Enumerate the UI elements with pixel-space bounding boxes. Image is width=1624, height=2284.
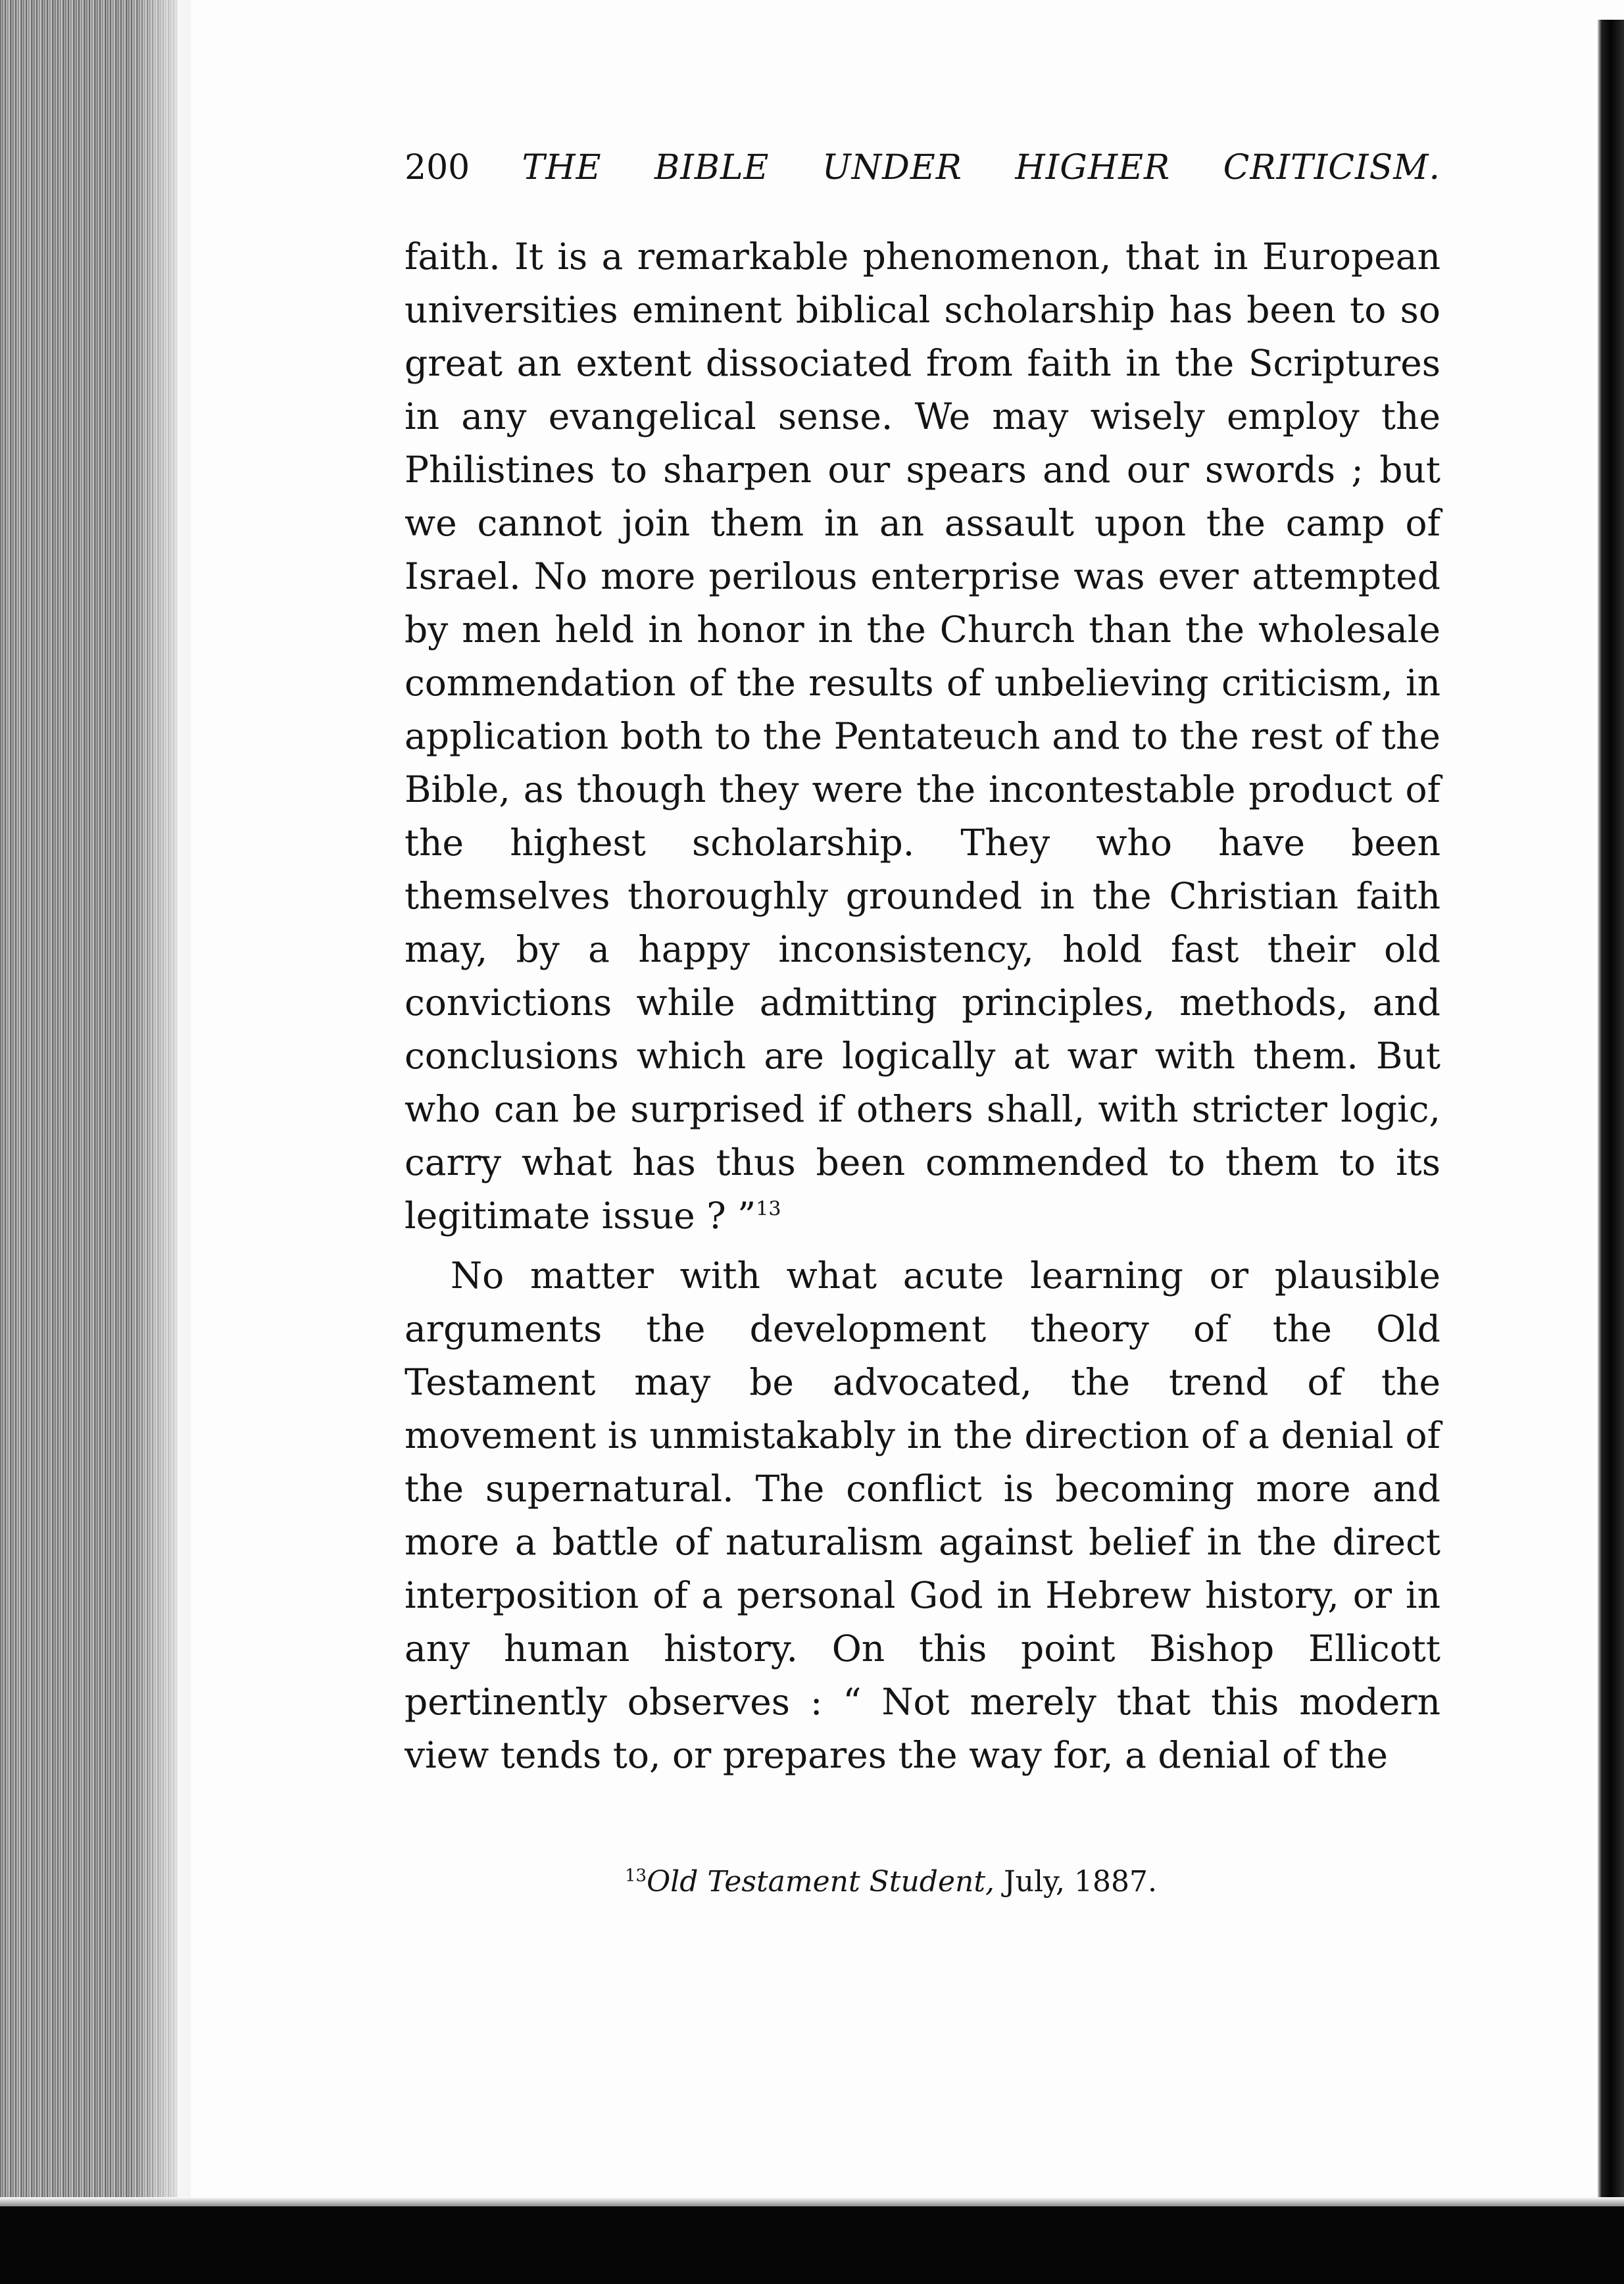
footnote-marker: 13: [625, 1866, 647, 1886]
page-number: 200: [405, 148, 470, 187]
footnote-source: Old Testament Student,: [647, 1865, 995, 1899]
bottom-page-edge: [0, 2197, 1624, 2206]
running-title: THE BIBLE UNDER HIGHER CRITICISM.: [522, 148, 1440, 187]
paragraph-1-text: faith. It is a remarkable phenomenon, that in European universities eminent biblical scholarship has been to so great an extent dissociated from faith in the Scriptures in any evangelical sense. We may wisely employ the Philistines to sharpen our spears and our swords ; but we cannot join them in an assault upon the camp of Israel. No more perilous enterprise was ever attempted by men held in honor in the Church than the wholesale commendation of the results of unbelieving criticism, in application both to the Pentateuch and to the rest of the Bible, as though they were the incontestable product of the highest scholarship. They who have been themselves thoroughly grounded in the Christian faith may, by a happy inconsistency, hold fast their old convictions while admitting principles, methods, and conclusions which are logically at war with them. But who can be surprised if others shall, with stricter logic, carry what has thus been commended to them to its legitimate issue ? ”: [405, 236, 1440, 1237]
gutter-shadow: [132, 0, 191, 2207]
paragraph-2-text: No matter with what acute learning or plausible arguments the development theory of the Old Testament may be advocated, the trend of the movement is unmistakably in the direction of a denial of the supernatural. The conflict is becoming more and more a battle of naturalism against belief in the direct interposition of a personal God in Hebrew history, or in any human history. On this point Bishop Ellicott pertinently observes : “ Not merely that this modern view tends to, or prepares the way for, a denial of the: [405, 1254, 1440, 1776]
footnote-date: July, 1887.: [995, 1865, 1157, 1899]
right-page-edge: [1598, 20, 1624, 2207]
text-block: [405, 138, 1440, 1782]
footnote: [625, 1865, 1157, 1899]
footnote-reference: 13: [756, 1197, 781, 1221]
paragraph-1: [405, 230, 1440, 1243]
scan-bottom-border: [0, 2206, 1624, 2284]
running-header: [405, 138, 1440, 197]
paragraph-2: [405, 1249, 1440, 1782]
